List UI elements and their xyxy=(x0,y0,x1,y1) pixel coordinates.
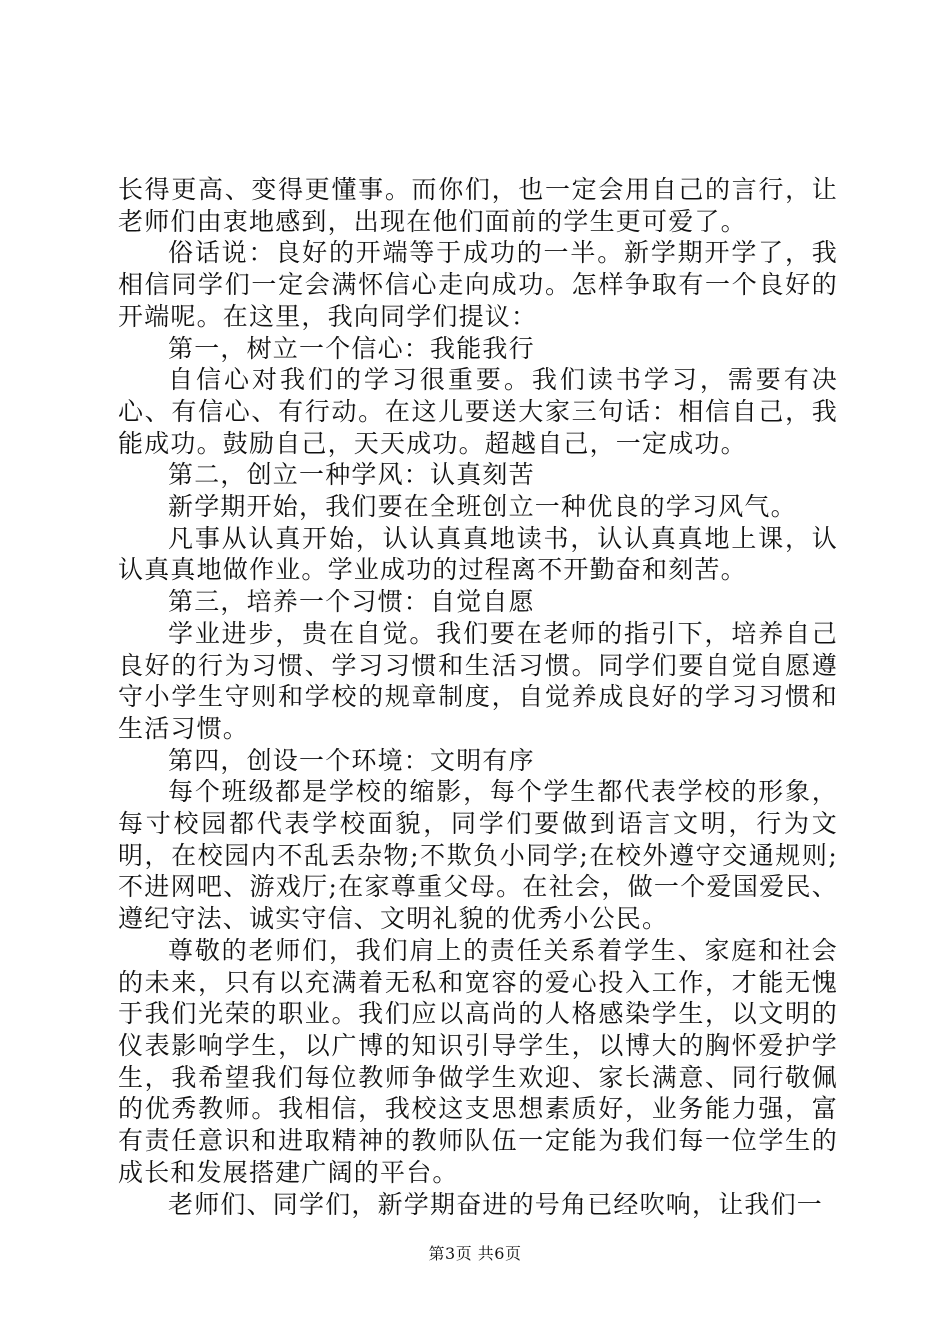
paragraph: 第四，创设一个环境：文明有序 xyxy=(168,745,535,775)
paragraph: 俗话说：良好的开端等于成功的一半。新学期开学了，我相信同学们一定会满怀信心走向成功。怎样争取有一个良好的开端呢。在这里，我向同学们提议： xyxy=(118,238,838,331)
paragraph: 自信心对我们的学习很重要。我们读书学习，需要有决心、有信心、有行动。在这儿要送大家三句话：相信自己，我能成功。鼓励自己，天天成功。超越自己，一定成功。 xyxy=(118,365,838,458)
document-body xyxy=(118,174,838,1220)
paragraph: 老师们、同学们，新学期奋进的号角已经吹响，让我们一 xyxy=(168,1189,824,1219)
paragraph: 第三，培养一个习惯：自觉自愿 xyxy=(168,587,535,617)
paragraph: 每个班级都是学校的缩影，每个学生都代表学校的形象，每寸校园都代表学校面貌，同学们要做到语言文明，行为文明，在校园内不乱丢杂物;不欺负小同学;在校外遵守交通规则;不进网吧、游戏厅;在家尊重父母。在社会，做一个爱国爱民、遵纪守法、诚实守信、文明礼貌的优秀小公民。 xyxy=(118,777,838,934)
paragraph: 长得更高、变得更懂事。而你们，也一定会用自己的言行，让老师们由衷地感到，出现在他们面前的学生更可爱了。 xyxy=(118,175,838,236)
paragraph: 新学期开始，我们要在全班创立一种优良的学习风气。 xyxy=(168,492,797,522)
paragraph: 第一，树立一个信心：我能我行 xyxy=(168,333,535,363)
paragraph: 学业进步，贵在自觉。我们要在老师的指引下，培养自己良好的行为习惯、学习习惯和生活习惯。同学们要自觉自愿遵守小学生守则和学校的规章制度，自觉养成良好的学习习惯和生活习惯。 xyxy=(118,618,838,743)
paragraph: 凡事从认真开始，认认真真地读书，认认真真地上课，认认真真地做作业。学业成功的过程离不开勤奋和刻苦。 xyxy=(118,523,838,585)
paragraph: 第二，创立一种学风：认真刻苦 xyxy=(168,460,535,490)
page-footer: 第3页 共6页 xyxy=(428,1244,522,1263)
paragraph: 尊敬的老师们，我们肩上的责任关系着学生、家庭和社会的未来，只有以充满着无私和宽容的爱心投入工作，才能无愧于我们光荣的职业。我们应以高尚的人格感染学生，以文明的仪表影响学生，以广博的知识引导学生，以博大的胸怀爱护学生，我希望我们每位教师争做学生欢迎、家长满意、同行敬佩的优秀教师。我相信，我校这支思想素质好，业务能力强，富有责任意识和进取精神的教师队伍一定能为我们每一位学生的成长和发展搭建广阔的平台。 xyxy=(118,935,838,1187)
